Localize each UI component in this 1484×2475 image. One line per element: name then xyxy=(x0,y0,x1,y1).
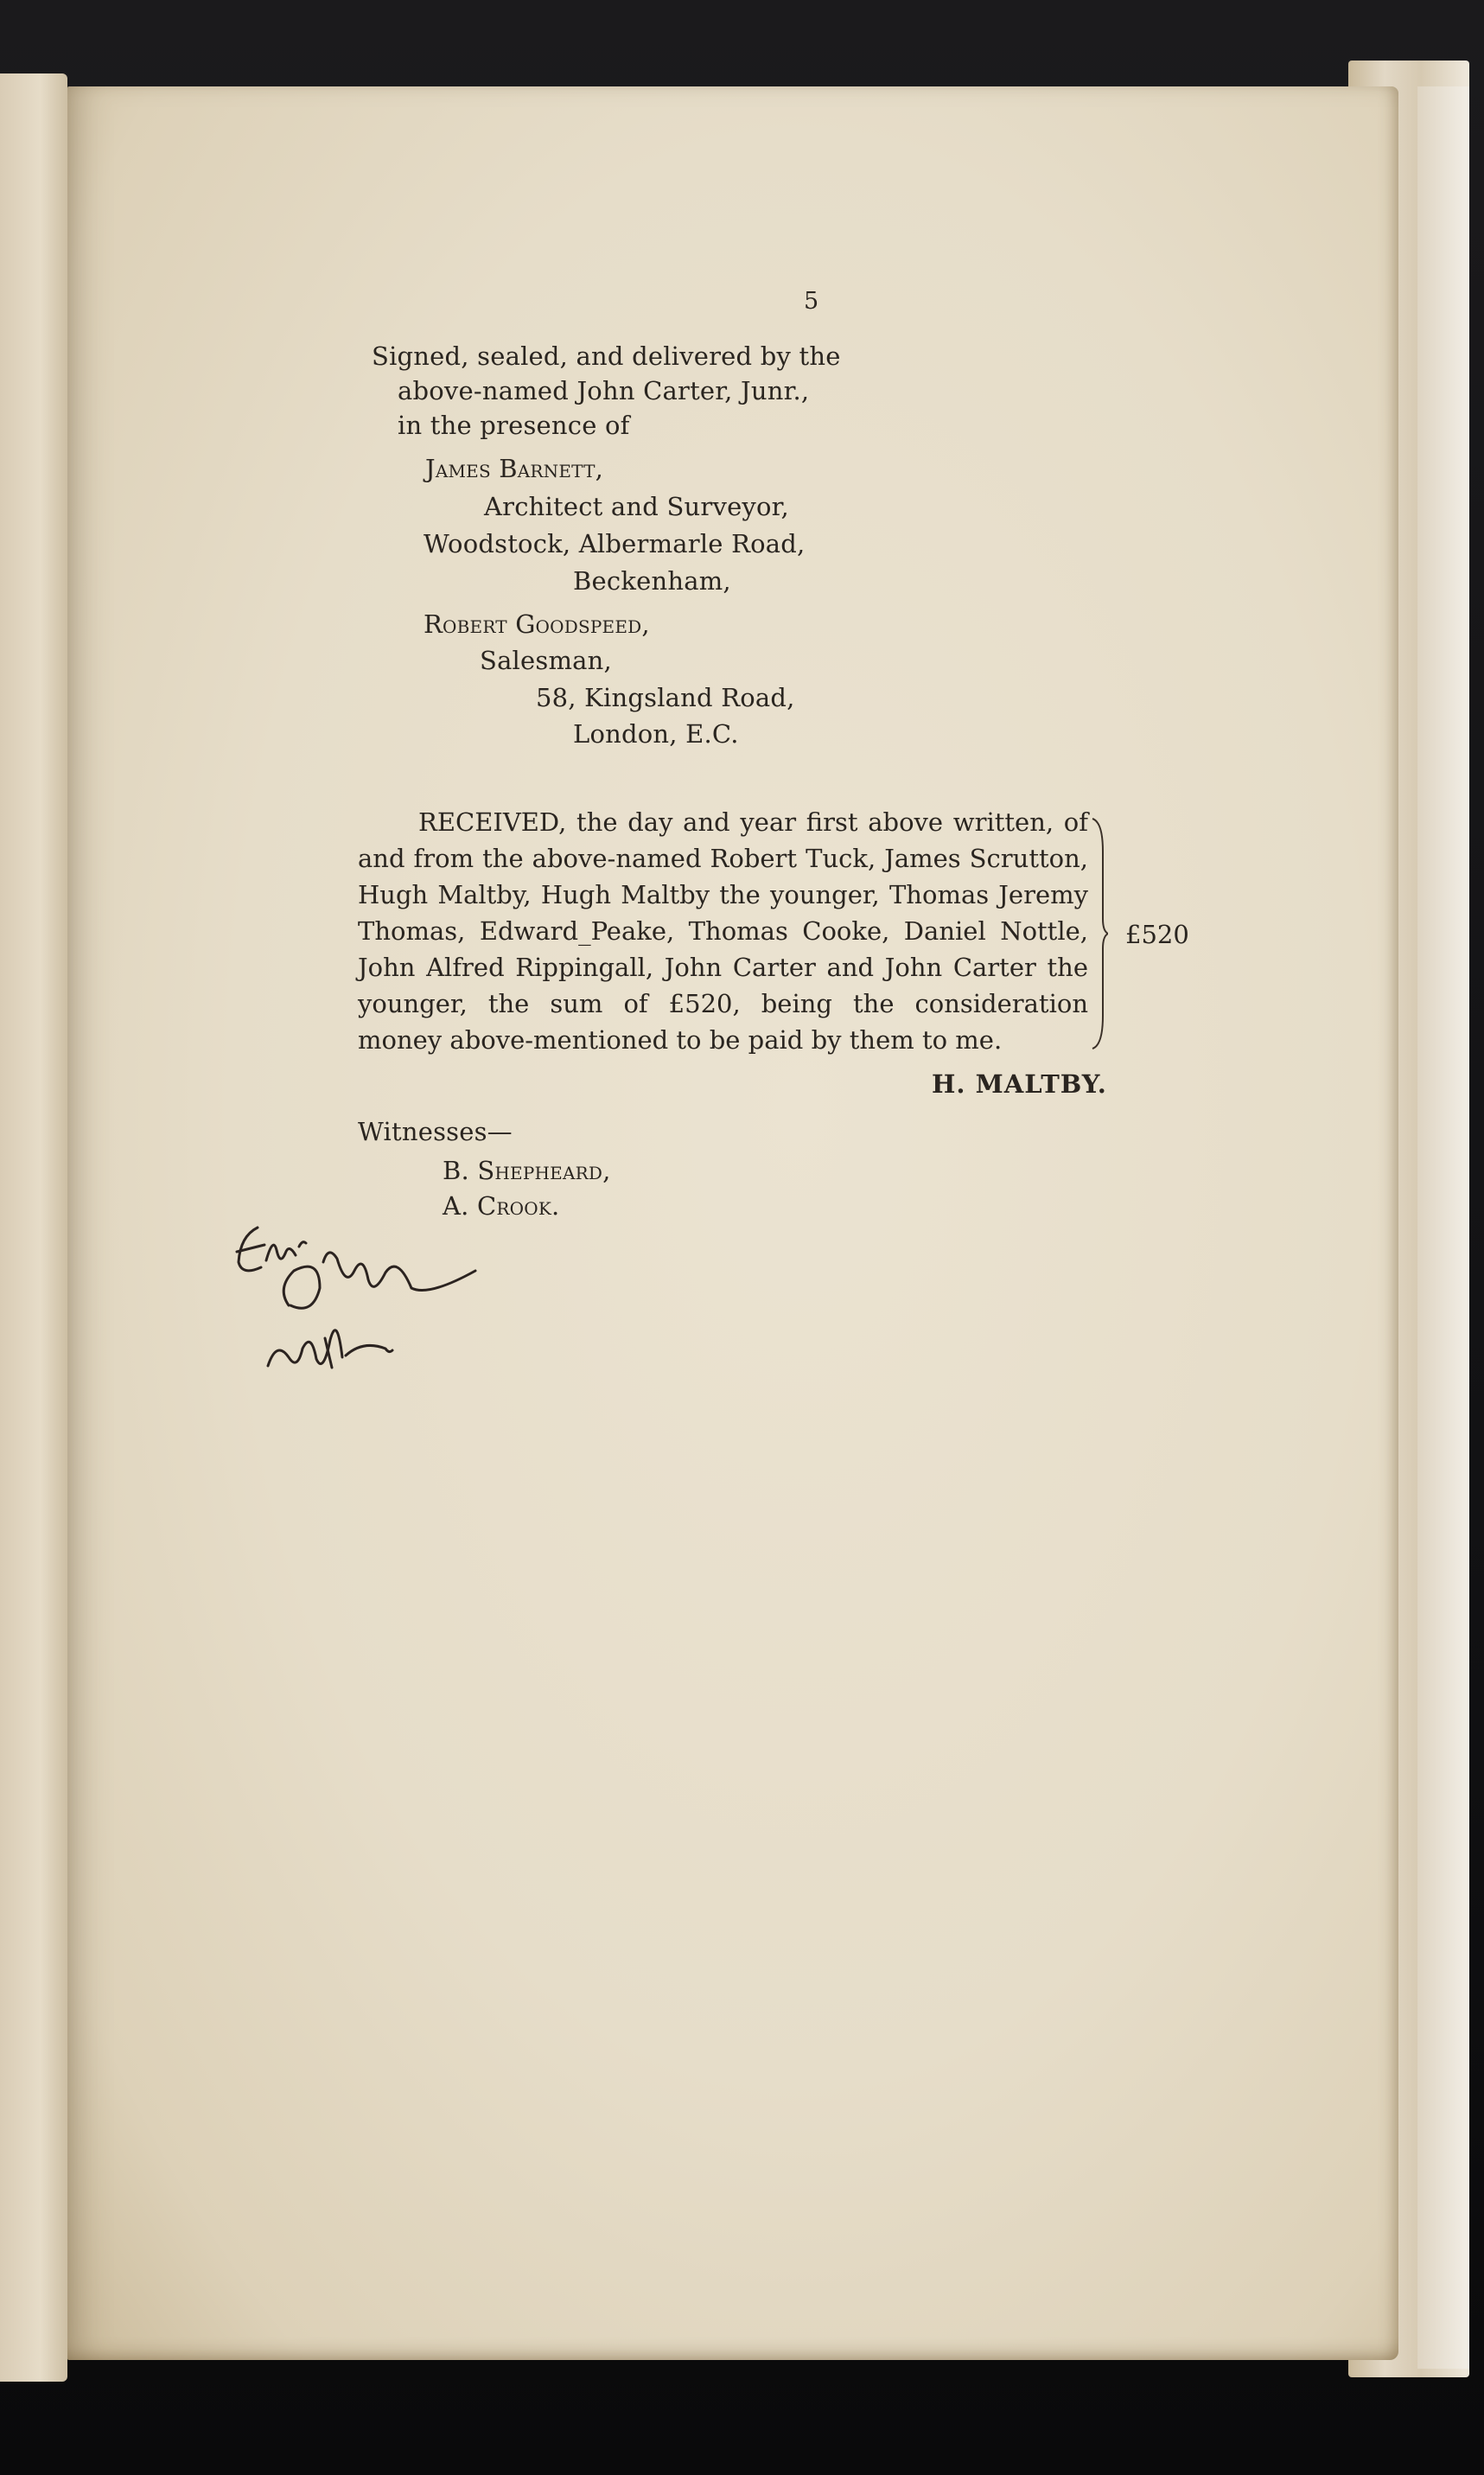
witness-2-address: 58, Kingsland Road, xyxy=(536,683,795,712)
witness-1-occupation: Architect and Surveyor, xyxy=(484,492,789,521)
witness-1-address: Woodstock, Albermarle Road, xyxy=(424,529,806,558)
witnesses-heading: Witnesses— xyxy=(358,1117,513,1146)
left-facing-page-edge xyxy=(0,73,67,2382)
handwritten-annotation xyxy=(216,1210,501,1409)
witness-2-town: London, E.C. xyxy=(573,719,739,749)
right-brace xyxy=(1091,817,1108,1050)
witness-2-name: Robert Goodspeed, xyxy=(424,609,650,639)
witness-crook: A. Crook. xyxy=(443,1191,560,1221)
signatory-name: H. MALTBY. xyxy=(932,1069,1107,1099)
page-stack-edge-outer xyxy=(1417,86,1469,2369)
attestation-line-3: in the presence of xyxy=(398,411,630,440)
witness-shepheard: B. Shepheard, xyxy=(443,1156,611,1185)
witness-1-name: James Barnett, xyxy=(425,454,604,483)
receipt-text: RECEIVED, the day and year first above written, of and from the above-named Robert Tuck, James Scrutton, Hugh Maltby, Hugh Maltby the younger, Thomas Jeremy Thomas, Edward_Peake, Thomas Cooke, Daniel Nottle, John Alfred Rippingall, John Carter and John Carter the younger, the sum of £520, being the consideration money above-mentioned to be paid by them to me. xyxy=(358,807,1088,1055)
receipt-amount: £520 xyxy=(1125,920,1189,949)
receipt-paragraph xyxy=(358,804,1088,1058)
attestation-line-2: above-named John Carter, Junr., xyxy=(398,376,810,405)
attestation-line-1: Signed, sealed, and delivered by the xyxy=(372,341,841,371)
witness-2-occupation: Salesman, xyxy=(480,646,612,675)
page-number: 5 xyxy=(804,288,819,315)
witness-1-town: Beckenham, xyxy=(573,566,731,596)
